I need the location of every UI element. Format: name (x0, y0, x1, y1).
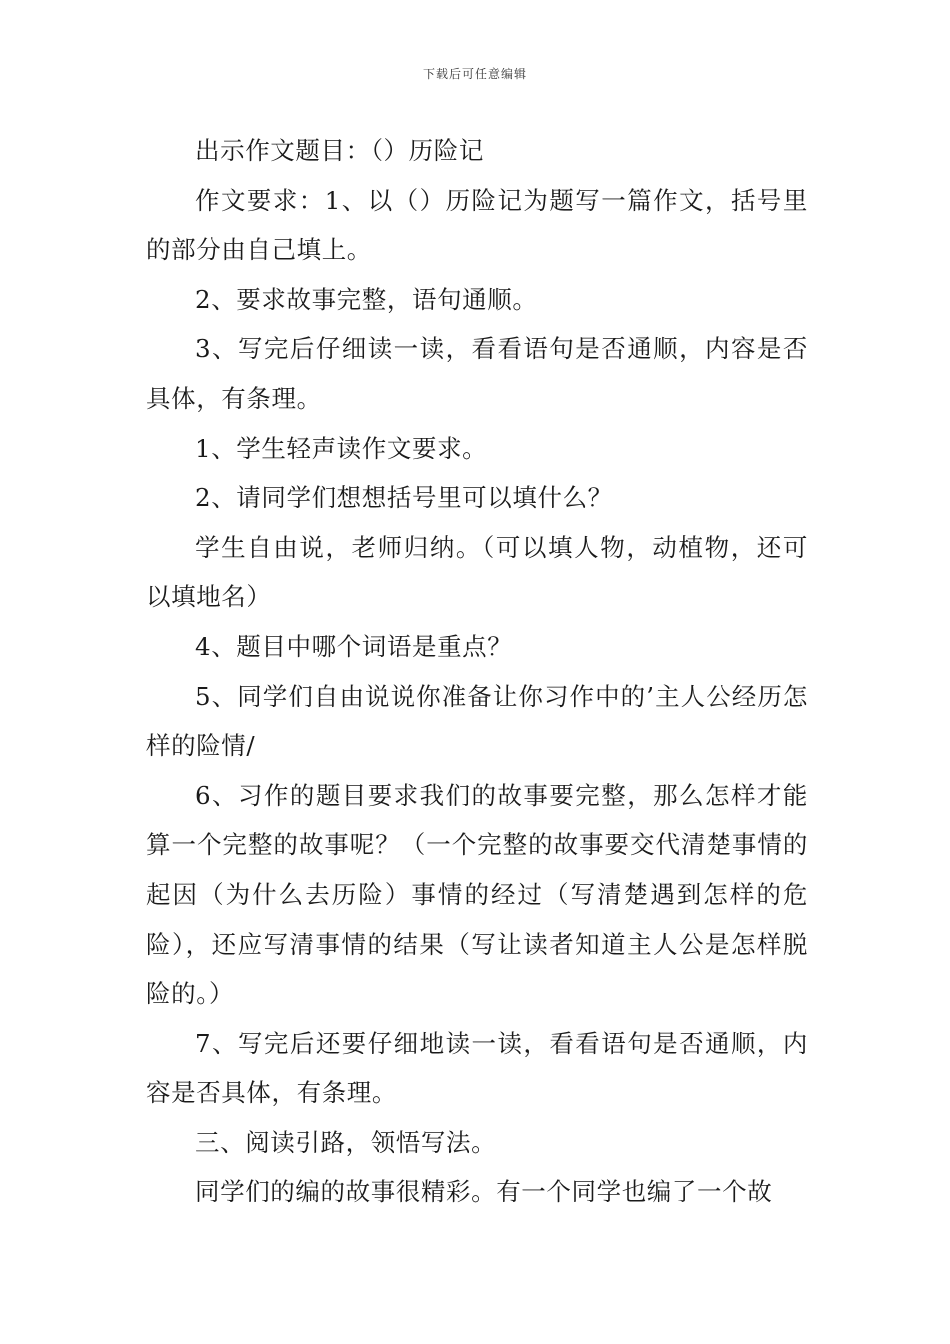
document-body (146, 126, 808, 1217)
paragraph-step-7: 7、写完后还要仔细地读一读，看看语句是否通顺，内容是否具体，有条理。 (146, 1028, 808, 1108)
paragraph-step-4: 4、题目中哪个词语是重点？ (195, 631, 513, 661)
paragraph-section-3-heading: 三、阅读引路，领悟写法。 (195, 1127, 497, 1157)
paragraph-requirement-1: 作文要求：1、以（）历险记为题写一篇作文，括号里的部分由自己填上。 (146, 185, 808, 265)
paragraph-step-6: 6、习作的题目要求我们的故事要完整，那么怎样才能算一个完整的故事呢？（一个完整的故事要交代清楚事情的起因（为什么去历险）事情的经过（写清楚遇到怎样的危险），还应写清事情的结果（写让读者知道主人公是怎样脱险的。） (146, 780, 808, 1009)
paragraph-requirement-3: 3、写完后仔细读一读，看看语句是否通顺，内容是否具体，有条理。 (146, 334, 808, 413)
paragraph-requirement-2: 2、要求故事完整，语句通顺。 (195, 284, 538, 314)
paragraph-step-5: 5、同学们自由说说你准备让你习作中的’主人公经历怎样的险情/ (146, 681, 808, 761)
paragraph-step-2: 2、请同学们想想括号里可以填什么？ (195, 483, 613, 513)
page-header: 下载后可任意编辑 (422, 67, 527, 81)
paragraph-story-intro: 同学们的编的故事很精彩。有一个同学也编了一个故 (195, 1177, 773, 1207)
paragraph-students-discuss: 学生自由说，老师归纳。（可以填人物，动植物，还可以填地名） (146, 532, 808, 612)
paragraph-essay-title: 出示作文题目：（）历险记 (195, 136, 484, 165)
paragraph-step-1: 1、学生轻声读作文要求。 (195, 433, 488, 463)
